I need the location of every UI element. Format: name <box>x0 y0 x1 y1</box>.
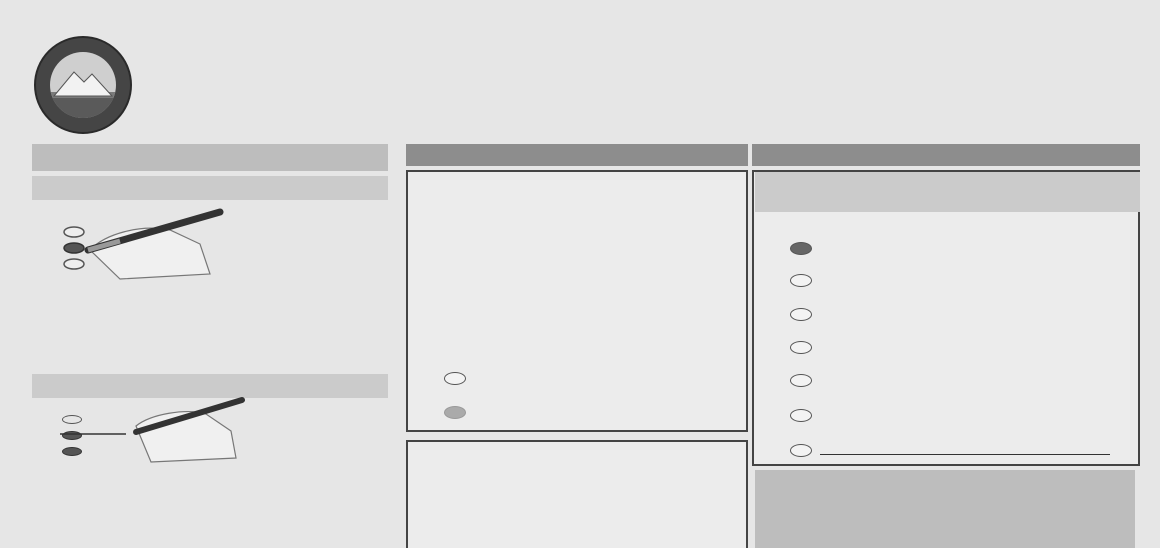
repealed-choice[interactable] <box>444 370 478 386</box>
instructions-heading <box>32 144 388 171</box>
seal-mountain-image <box>50 52 116 118</box>
advisory-vote-34-box <box>406 440 748 548</box>
candidate-oval[interactable] <box>790 242 812 255</box>
candidate-oval[interactable] <box>790 374 812 387</box>
to-correct-heading <box>32 374 388 398</box>
top-timing-marks <box>0 2 1160 14</box>
pen-correcting-vote-illustration <box>56 396 246 466</box>
advisory-votes-heading <box>406 144 748 166</box>
write-in-oval[interactable] <box>790 444 812 457</box>
candidate-oval[interactable] <box>790 341 812 354</box>
repealed-oval[interactable] <box>444 372 466 385</box>
county-seal-logo <box>34 36 132 134</box>
advisory-vote-33-box <box>406 170 748 432</box>
candidate-oval[interactable] <box>790 274 812 287</box>
read-notice <box>755 470 1135 548</box>
maintained-choice[interactable] <box>444 404 478 420</box>
maintained-oval[interactable] <box>444 406 466 419</box>
candidate-oval[interactable] <box>790 409 812 422</box>
left-timing-marks <box>0 40 10 548</box>
write-in-line[interactable] <box>820 454 1110 455</box>
right-timing-marks <box>1150 40 1160 548</box>
president-contest-heading <box>755 172 1140 212</box>
to-vote-heading <box>32 176 388 200</box>
candidate-oval[interactable] <box>790 308 812 321</box>
pen-filling-oval-illustration <box>60 204 230 284</box>
federal-offices-heading <box>752 144 1140 166</box>
